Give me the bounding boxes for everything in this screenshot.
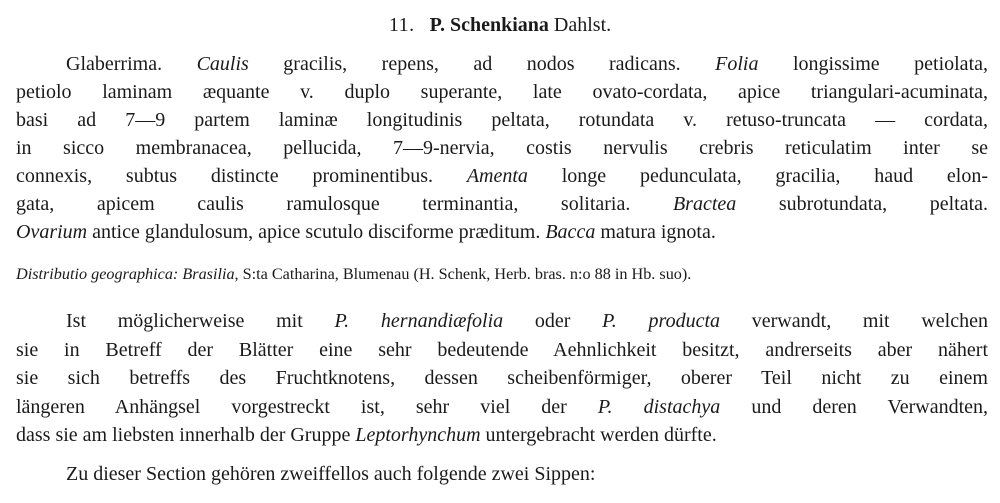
latin_description-text: longissime petiolata,: [758, 53, 988, 75]
german_note-text: Ist möglicherweise mit: [66, 310, 335, 332]
german_note-line: [16, 336, 988, 365]
german_note-text: längeren Anhängsel vorgestreckt ist, sehr viel der: [16, 395, 598, 418]
final-line: [16, 460, 988, 488]
species-number: 11.: [388, 14, 415, 36]
latin_description-italic-term: Bractea: [672, 193, 737, 215]
distribution-details: , S:ta Catharina, Blumenau (H. Schenk, Herb. bras. n:o 88 in Hb. suo).: [234, 265, 692, 283]
german_note-text: untergebracht werden dürfte.: [480, 424, 717, 447]
latin_description-text: petiolo laminam æquante v. duplo superante, late ovato-cordata, apice triangulari-acuminata,: [16, 81, 988, 103]
final-line-text: Zu dieser Section gehören zweiffellos auch folgende zwei Sippen:: [66, 463, 596, 485]
german_note-text: verwandt, mit welchen: [720, 310, 988, 332]
latin_description-line: [16, 78, 988, 106]
german_note-italic-term: P. distachya: [597, 395, 721, 418]
german-note: [16, 307, 988, 450]
german_note-line: [16, 307, 988, 336]
species-name: P. Schenkiana: [429, 14, 549, 36]
german_note-italic-term: P. hernandiæfolia: [334, 310, 504, 332]
latin_description-text: antice glandulosum, apice scutulo disciforme præditum.: [87, 221, 546, 243]
german_note-italic-term: Leptorhynchum: [355, 424, 481, 447]
species-author: Dahlst.: [553, 14, 612, 36]
german_note-text: dass sie am liebsten innerhalb der Gruppe: [16, 424, 356, 447]
latin_description-italic-term: Folia: [715, 53, 759, 75]
german_note-text: oder: [503, 310, 603, 332]
latin_description-text: gracilis, repens, ad nodos radicans.: [248, 53, 716, 75]
latin_description-line: [16, 218, 988, 246]
latin_description-text: gata, apicem caulis ramulosque terminantia, solitaria.: [16, 193, 673, 215]
german_note-text: und deren Verwandten,: [720, 395, 988, 418]
latin_description-text: in sicco membranacea, pellucida, 7—9-nervia, costis nervulis crebris reticulatim inter se: [16, 137, 988, 159]
species-heading: [0, 12, 1000, 38]
latin_description-italic-term: Caulis: [196, 53, 249, 75]
distribution-label: Distributio geographica:: [16, 265, 183, 283]
latin_description-text: longe pedunculata, gracilia, haud elon-: [527, 165, 988, 187]
latin_description-italic-term: Ovarium: [16, 221, 88, 243]
distribution-line: [16, 262, 988, 286]
latin_description-italic-term: Bacca: [545, 221, 596, 243]
latin_description-text: connexis, subtus distincte prominentibus.: [16, 165, 467, 187]
latin_description-italic-term: Amenta: [466, 165, 528, 187]
german_note-line: [16, 364, 988, 393]
latin-description: [16, 50, 988, 246]
latin_description-line: [16, 106, 988, 134]
latin_description-text: basi ad 7—9 partem laminæ longitudinis peltata, rotundata v. retuso-truncata — cordata,: [16, 109, 988, 131]
latin_description-line: [16, 50, 988, 78]
german_note-line: [16, 421, 988, 450]
latin_description-line: [16, 162, 988, 190]
german_note-italic-term: P. producta: [602, 310, 721, 332]
latin_description-text: subrotundata, peltata.: [736, 193, 988, 215]
german_note-text: sie sich betreffs des Fruchtknotens, dessen scheibenförmiger, oberer Teil nicht zu einem: [16, 367, 988, 390]
latin_description-line: [16, 190, 988, 218]
latin_description-text: matura ignota.: [595, 221, 716, 243]
latin_description-text: Glaberrima.: [66, 53, 197, 75]
latin_description-line: [16, 134, 988, 162]
german_note-line: [16, 393, 988, 422]
german_note-text: sie in Betreff der Blätter eine sehr bedeutende Aehnlichkeit besitzt, andrerseits aber nähert: [16, 338, 988, 361]
distribution-place: Brasilia: [182, 265, 235, 283]
